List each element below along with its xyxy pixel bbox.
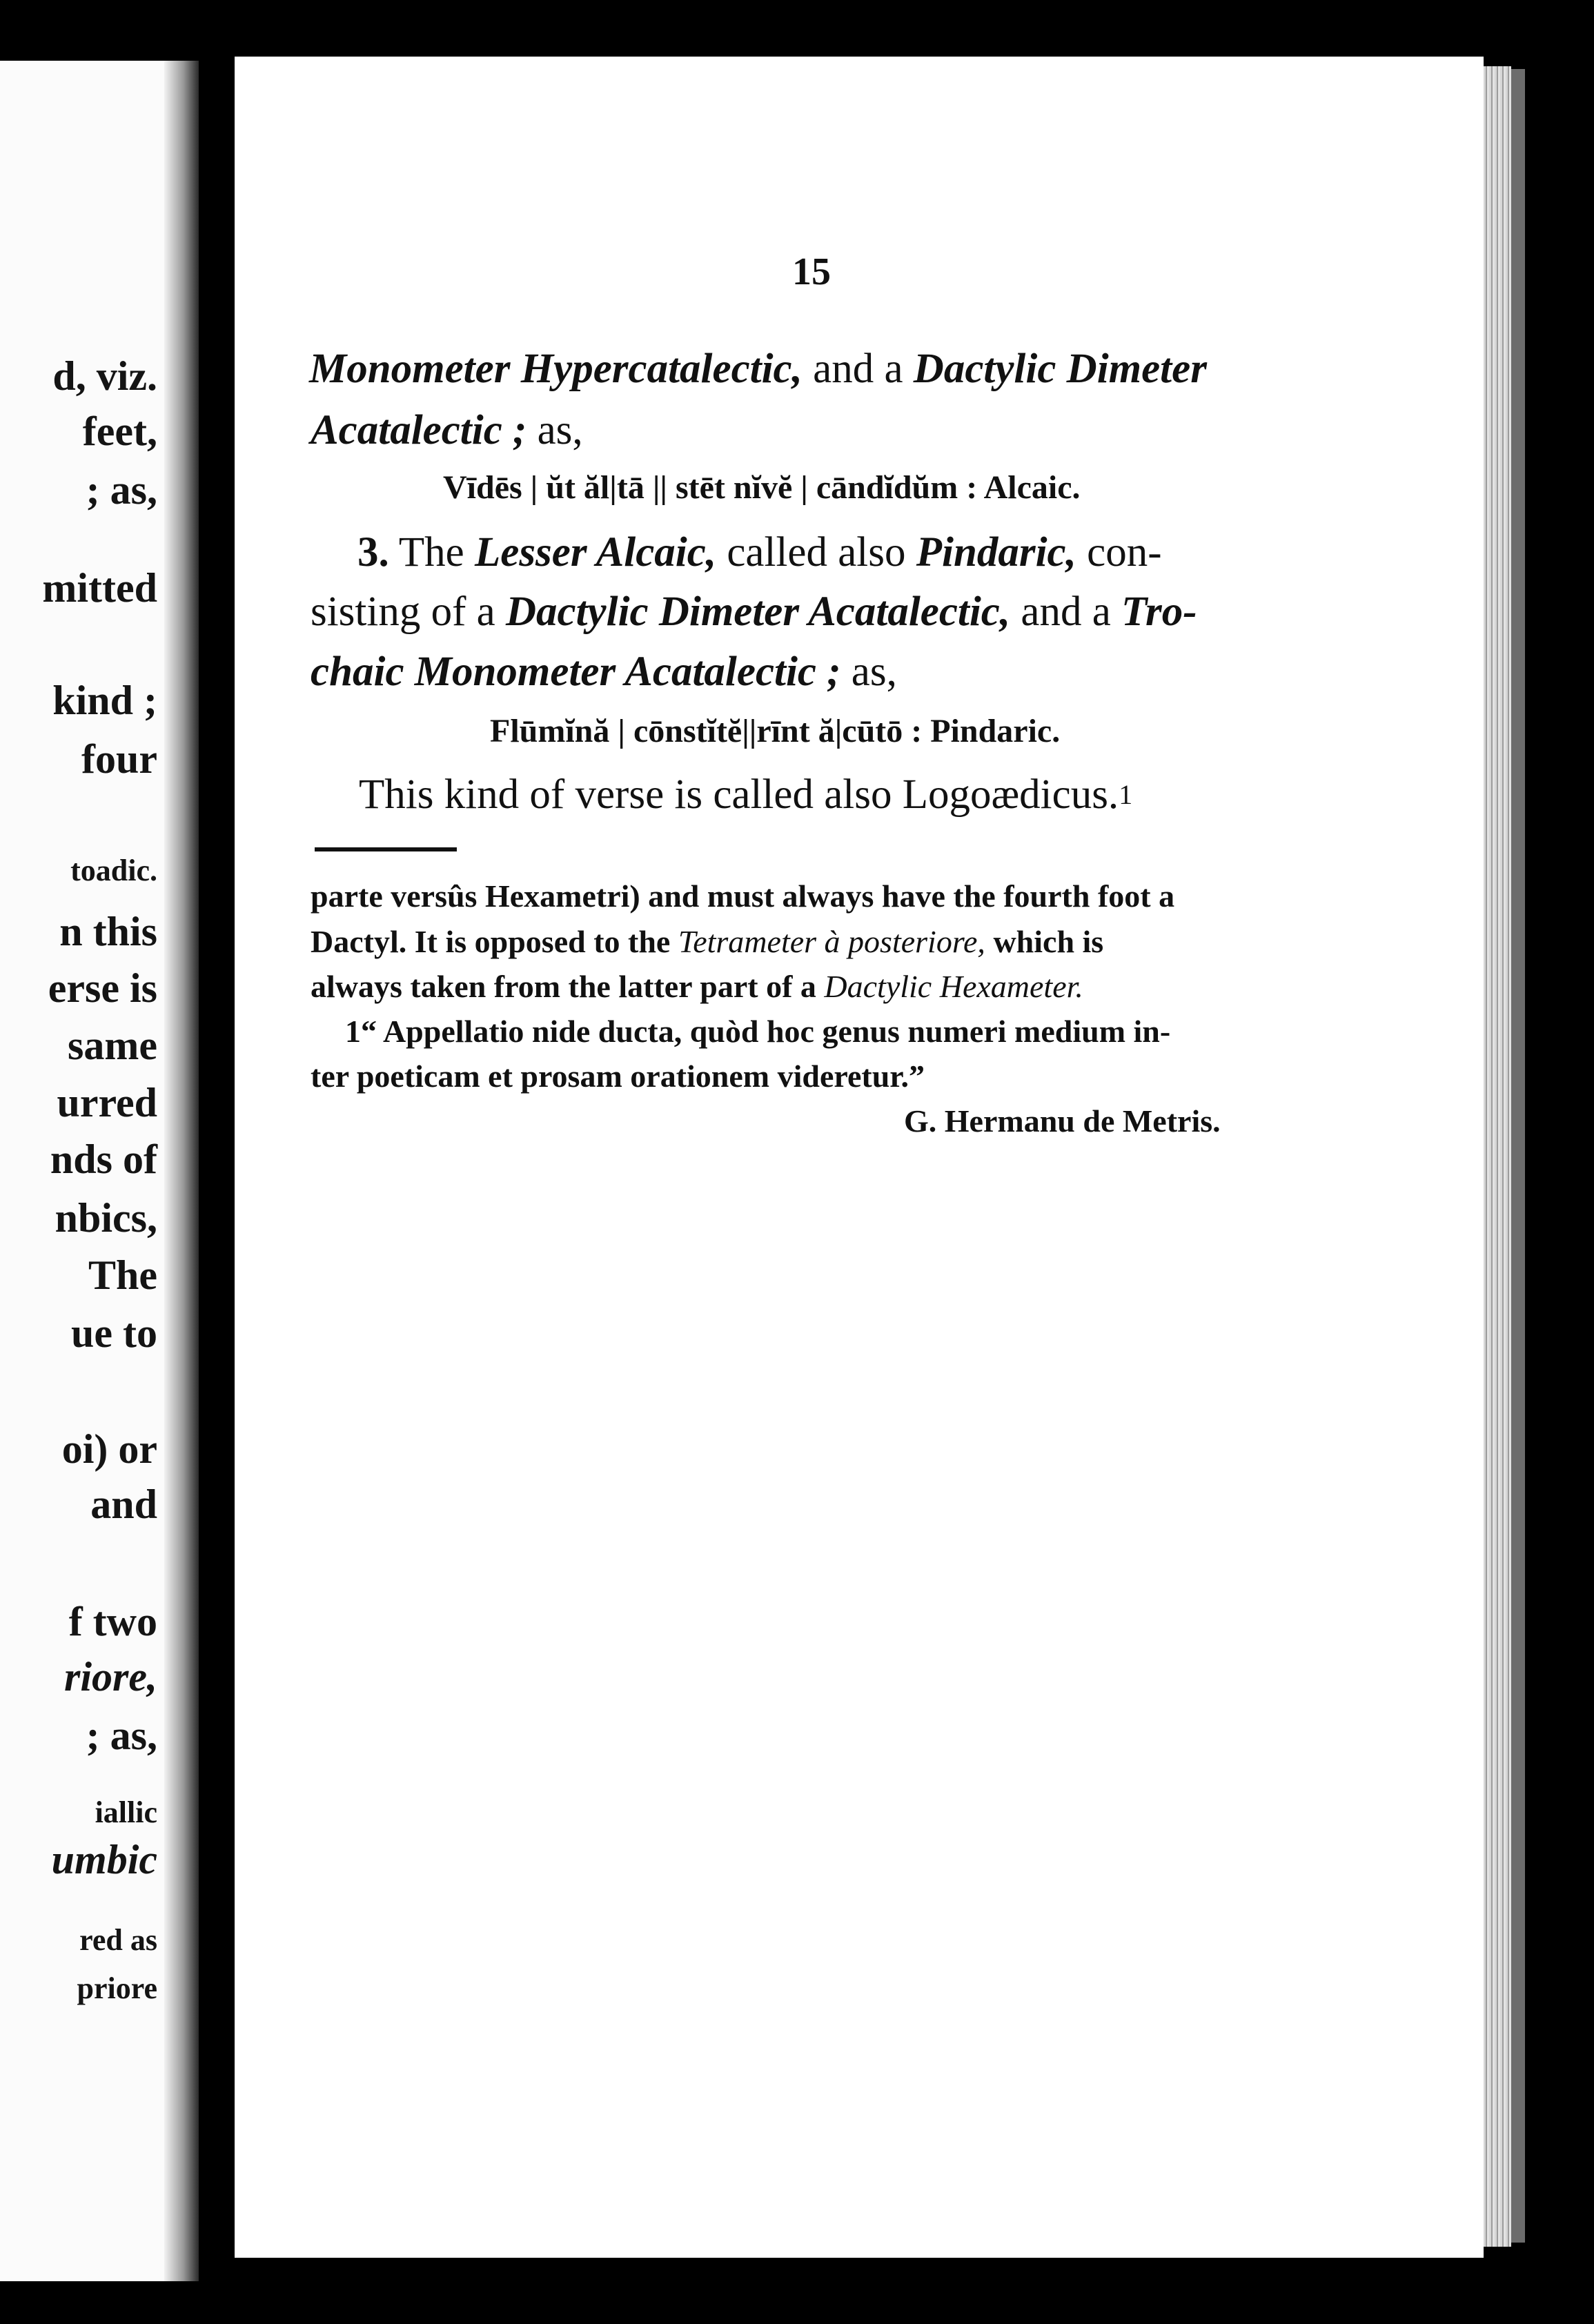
- left-page-line: oi) or: [61, 1426, 157, 1472]
- page-number: 15: [792, 250, 831, 293]
- footnote-line-5: ter poeticam et prosam orationem videretur.”: [311, 1058, 925, 1094]
- left-page-line: n this: [59, 909, 157, 954]
- left-page-line: nbics,: [55, 1195, 157, 1241]
- left-page-line: and: [90, 1481, 157, 1527]
- left-page-line: kind ;: [52, 678, 157, 723]
- left-page-line: mitted: [42, 565, 157, 611]
- text-line-2: Acatalectic ; as,: [311, 407, 583, 453]
- left-page-line: iallic: [95, 1795, 157, 1829]
- left-page-line: The: [88, 1252, 157, 1298]
- footnote-line-3: always taken from the latter part of a Dactylic Hexameter.: [311, 969, 1083, 1004]
- page-edge-shadow: [1511, 69, 1525, 2243]
- left-page-line: feet,: [82, 408, 157, 454]
- footnote-attribution: G. Hermanu de Metris.: [904, 1103, 1221, 1139]
- left-page-line: priore: [77, 1971, 157, 2005]
- left-page-line: urred: [57, 1080, 157, 1125]
- text-line-6: This kind of verse is called also Logoædicus.1: [359, 771, 1133, 818]
- left-page-line: umbic: [51, 1837, 157, 1882]
- left-page: [0, 61, 199, 2281]
- example-alcaic: Vīdēs | ŭt ăl|tā || stēt nĭvĕ | cāndĭdŭm : Alcaic.: [443, 469, 1081, 506]
- left-page-line: same: [68, 1023, 157, 1068]
- left-page-line: nds of: [50, 1136, 157, 1182]
- left-page-line: ; as,: [86, 1713, 157, 1758]
- text-line-1: Monometer Hypercatalectic, and a Dactylic Dimeter: [309, 346, 1207, 392]
- text-line-5: chaic Monometer Acatalectic ; as,: [311, 649, 897, 695]
- left-page-line: ; as,: [86, 467, 157, 513]
- left-page-line: red as: [79, 1923, 157, 1957]
- left-page-line: d, viz.: [52, 353, 157, 399]
- book-gutter: [164, 61, 199, 2281]
- left-page-line: four: [81, 736, 157, 782]
- footnote-rule: [315, 847, 457, 851]
- page-edge: [1484, 66, 1511, 2247]
- left-page-line: riore,: [64, 1654, 157, 1700]
- left-page-line: erse is: [48, 965, 157, 1011]
- left-page-line: toadic.: [70, 854, 157, 887]
- text-line-3: 3. The Lesser Alcaic, called also Pindaric, con-: [357, 529, 1162, 575]
- left-page-line: ue to: [71, 1310, 157, 1356]
- left-page-line: f two: [68, 1599, 157, 1644]
- text-line-4: sisting of a Dactylic Dimeter Acatalectic, and a Tro-: [311, 589, 1197, 635]
- footnote-line-4: 1“ Appellatio nide ducta, quòd hoc genus numeri medium in-: [345, 1014, 1171, 1049]
- footnote-line-2: Dactyl. It is opposed to the Tetrameter à posteriore, which is: [311, 924, 1104, 959]
- example-pindaric: Flūmĭnă | cōnstĭtĕ||rīnt ă|cūtō : Pindaric.: [490, 713, 1061, 749]
- footnote-line-1: parte versûs Hexametri) and must always have the fourth foot a: [311, 878, 1175, 914]
